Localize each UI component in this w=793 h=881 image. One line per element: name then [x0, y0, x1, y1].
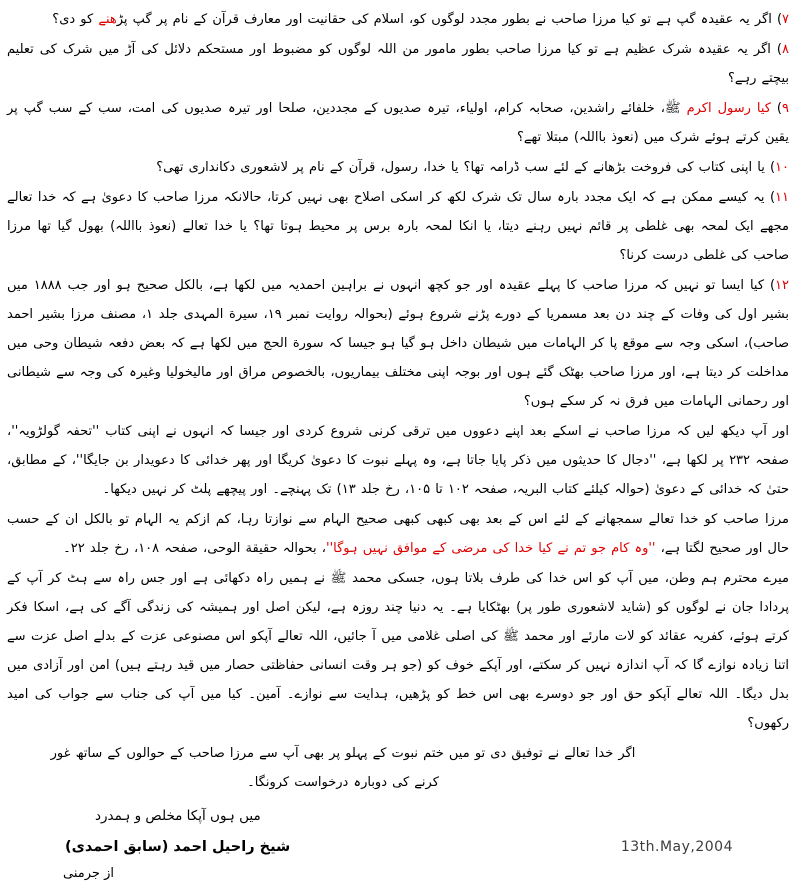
letter-date: 13th.May,2004	[620, 839, 733, 855]
para-divine-ilham	[7, 505, 789, 563]
signature-name: شیخ راحیل احمد (سابق احمدی)	[65, 839, 291, 855]
question-8	[7, 35, 789, 93]
signature-row	[7, 827, 789, 855]
red-text-segment: ۱۲	[775, 278, 790, 293]
question-7	[7, 5, 789, 34]
text-segment: میرے محترم ہم وطن، میں آپ کو اس خدا کی طرف بلاتا ہوں، جسکی محمد ﷺ نے ہمیں راہ دکھائی ہے اور جس راہ سے ہٹ کر آپ کے پردادا جان نے لوگوں کو (شاید لاشعوری طور پر) بھٹکایا ہے۔ یہ دنیا چند روزہ ہے، لیکن اصل اور ہمیشہ کی زندگی آگے کی ہے، اسکا فکر کرتے ہوئے، کفریہ عقائد کو لات مارئے اور محمد ﷺ کی اصلی غلامی میں آ جائیں، اللہ تعالے آپکو اس مصنوعی عزت کے بدلے اصل عزت سے اتنا زیادہ نوازے گا کہ آپ اندازہ نہیں کر سکتے، اور آپکے خوف کو (جو ہر وقت انسانی حفاظتی حصار میں قید رہتے ہیں) امن اور آزادی میں بدل دیگا۔ اللہ تعالے آپکو حق اور جو دوسرے بھی اس خط کو پڑھیں، ہدایت سے نوازے۔ آمین۔ کیا میں آپ کی جناب سے جواب کی امید رکھوں؟	[7, 571, 789, 731]
text-segment: اگر خدا تعالے نے توفیق دی تو میں ختم نبوت کے پہلو پر بھی آپ سے مرزا صاحب کے حوالوں کے ساتھ غور کرنے کی دوبارہ درخواست کرونگا۔	[50, 746, 636, 790]
text-segment: ) یا اپنی کتاب کی فروخت بڑھانے کے لئے سب ڈرامہ تھا؟ یا خدا، رسول، قرآن کے نام پر لاشعوری دکانداری تھی؟	[156, 160, 776, 175]
red-text-segment: ۸	[782, 42, 789, 57]
letter-body	[7, 5, 789, 797]
red-text-segment: ''وہ کام جو تم نے کیا خدا کی مرضی کے موافق نہیں ہوگا''	[326, 541, 656, 556]
closing-line: میں ہوں آپکا مخلص و ہمدرد	[95, 808, 261, 824]
red-text-segment: ۱۰	[775, 160, 789, 175]
text-segment: ) اگر یہ عقیدہ گپ ہے تو کیا مرزا صاحب نے بطور مجدد لوگوں کو، اسلام کی حقانیت اور معارف قرآن کے نام پر گپ پڑ	[116, 12, 783, 27]
red-text-segment: کیا رسول اکرم	[686, 101, 771, 116]
question-9	[7, 94, 789, 152]
text-segment: ) کیا ایسا تو نہیں کہ مرزا صاحب کا پہلے عقیدہ اور جو کچھ انہوں نے براہین احمدیہ میں لکھا ہے، بالکل صحیح ہو اور جب ۱۸۸۸ میں بشیر اول کی وفات کے چند دن بعد مسمریا کے دورے پڑنے شروع ہوئے (بحوالہ روایت نمبر ۱۹، سیرة المہدی جلد ۱، مصنف مرزا بشیر احمد صاحب)، اسکی وجہ سے موقع پا کر الہامات میں شیطان داخل ہو گیا ہو جیسا کہ سورة الحج میں لکھا ہے کہ بعض دفعہ شیطان وحی میں مداخلت کر دیتا ہے، اور مرزا صاحب بھٹک گئے ہوں اور بوجہ اپنی مختلف بیماریوں، بالخصوص مراق اور مالیخولیا وغیرہ کی وجہ سے شیطانی اور رحمانی الہامات میں فرق نہ کر سکے ہوں؟	[7, 278, 789, 409]
text-segment: کو دی؟	[52, 12, 99, 27]
text-segment: ﷺ، خلفائے راشدین، صحابہ کرام، اولیاء، تیرہ صدیوں کے مجددین، صلحا اور تیرہ صدیوں کی امت، سب کے سب گپ پر یقین کرتے ہوئے شرک میں (نعوذ بااللہ) مبتلا تھے؟	[7, 101, 789, 145]
text-segment: ، بحوالہ حقیقة الوحی، صفحہ ۱۰۸، رخ جلد ۲۲۔	[63, 541, 326, 556]
question-12	[7, 271, 789, 416]
red-text-segment: ۱۱	[775, 190, 789, 205]
text-segment: )	[770, 101, 782, 116]
red-text-segment: ھنے	[98, 12, 117, 27]
signature-origin: از جرمنی	[63, 866, 114, 881]
text-segment: ) یہ کیسے ممکن ہے کہ ایک مجدد بارہ سال تک شرک لکھ کر اسکی اصلاح بھی نہیں کرتا، حالانکہ مرزا صاحب کا دعویٰ ہے کہ خدا تعالے مجھے ایک لمحہ بھی غلطی پر قائم نہیں رہنے دیتا، یا انکا لمحہ بارہ برس پر محیط ہوتا تھا؟ یا خدا تعالے (نعوذ بااللہ) بھول گیا تھا مرزا صاحب کی غلطی درست کرنا؟	[7, 190, 789, 263]
text-segment: مرزا صاحب کو خدا تعالے سمجھانے کے لئے اس کے بعد بھی کبھی کبھی صحیح الہام سے نوازتا رہا، کم ازکم یہ الہام تو بالکل ان کے حسب حال اور صحیح لگتا ہے،	[7, 512, 789, 556]
para-claims-progression	[7, 417, 789, 504]
question-11	[7, 183, 789, 270]
text-segment: ) اگر یہ عقیدہ شرک عظیم ہے تو کیا مرزا صاحب بطور مامور من اللہ لوگوں کو مضبوط اور مستحکم دلائل کی آڑ میں شرک کی تعلیم بیچتے رہے؟	[7, 42, 789, 86]
red-text-segment: ۷	[782, 12, 789, 27]
question-10	[7, 153, 789, 182]
para-address-to-countrymen	[7, 564, 789, 738]
text-segment: اور آپ دیکھ لیں کہ مرزا صاحب نے اسکے بعد اپنے دعووں میں ترقی کرنی شروع کردی اور جیسا کہ انہوں نے اپنی کتاب ''تحفہ گولڑویہ''، صفحہ ۲۳۲ پر لکھا ہے، ''دجال کا حدیثوں میں ذکر پایا جاتا ہے، وہ پہلے نبوت کا دعویٰ کریگا اور پھر خدائی کا دعویدار بن جایگا''، کے مطابق، حتیٰ کہ خدائی کے دعویٰ (حوالہ کیلئے کتاب البریہ، صفحہ ۱۰۲ تا ۱۰۵، رخ جلد ۱۳) تک پہنچے۔ اور پیچھے پلٹ کر نہیں دیکھا۔	[7, 424, 789, 497]
para-khatme-nabuwwat-request	[7, 739, 789, 797]
red-text-segment: ۹	[782, 101, 789, 116]
